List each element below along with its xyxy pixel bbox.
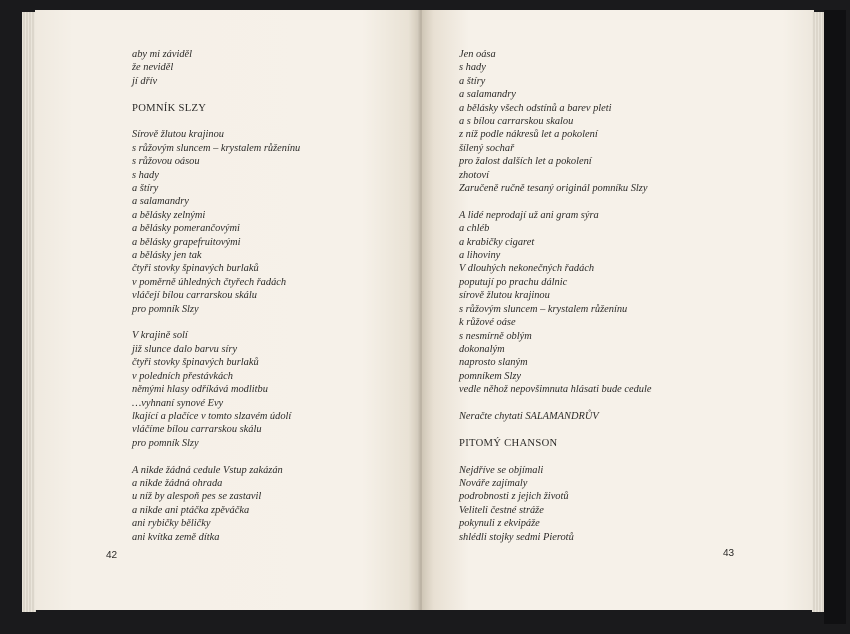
poem-line: čtyři stovky špinavých burlaků [132, 357, 259, 369]
poem-line: pomníkem Slzy [459, 370, 522, 382]
poem-line: V dlouhých nekonečných řadách [459, 263, 595, 275]
poem-line: Neračte chytati SALAMANDRŮV [459, 410, 599, 422]
poem-line: a štíry [132, 183, 159, 195]
poem-line: ani rybičky běličky [132, 518, 211, 530]
poem-line: a s bílou carrarskou skalou [459, 116, 574, 128]
poem-line: s hady [459, 62, 486, 74]
right-page-number: 43 [723, 548, 735, 559]
poem-line: pro pomník Slzy [132, 303, 199, 315]
poem-line: a nikde žádná ohrada [132, 477, 223, 489]
poem-line: sírově žlutou krajinou [459, 290, 550, 302]
poem-title: PITOMÝ CHANSON [459, 437, 558, 449]
poem-line: čtyři stovky špinavých burlaků [132, 263, 259, 275]
poem-line: dokonalým [459, 343, 505, 355]
stanza-gap [459, 450, 651, 463]
poem-title: POMNÍK SLZY [132, 102, 207, 114]
poem-line: a bělásky pomerančovými [132, 223, 240, 235]
poem-line: a bělásky zelnými [132, 209, 206, 221]
poem-line: vláčejí bílou carrarskou skálu [132, 290, 257, 302]
poem-line: a bělásky všech odstínů a barev pleti [459, 102, 612, 114]
right-page-text [459, 48, 651, 544]
poem-line: jí dřív [132, 75, 158, 87]
poem-line: Sírově žlutou krajinou [132, 129, 224, 141]
poem-line: pokynuli z ekvipáže [459, 518, 540, 530]
poem-line: z níž podle nákresů let a pokolení [459, 129, 598, 141]
stanza-gap [132, 88, 300, 101]
stanza-gap [459, 195, 651, 208]
stanza-gap [132, 115, 300, 128]
poem-line: aby mi záviděl [132, 49, 193, 60]
poem-line: vedle něhož nepovšimnuta hlásati bude cedule [459, 384, 652, 396]
stanza-gap [459, 423, 651, 436]
poem-line: vláčíme bílou carrarskou skálu [132, 424, 262, 436]
poem-line: a bělásky grapefruitovými [132, 236, 241, 248]
poem-line: podrobnosti z jejich životů [459, 491, 569, 503]
poem-line: a salamandry [132, 196, 189, 208]
poem-line: shlédli stojky sedmi Pierotů [459, 531, 574, 543]
poem-line: A nikde žádná cedule Vstup zakázán [132, 464, 283, 476]
stanza-gap [132, 450, 300, 463]
poem-line: A lidé neprodají už ani gram sýra [459, 209, 599, 221]
poem-line: a lihoviny [459, 250, 501, 262]
poem-line: a chléb [459, 223, 490, 235]
poem-line: zhotoví [459, 169, 490, 181]
poem-line: že neviděl [132, 62, 174, 74]
poem-line: k růžové oáse [459, 317, 516, 329]
poem-line: Nejdříve se objímali [459, 464, 544, 476]
poem-line: Veliteli čestné stráže [459, 504, 544, 516]
poem-line: poputují po prachu dálnic [459, 276, 568, 288]
poem-line: a nikde ani ptáčka zpěváčka [132, 504, 250, 516]
poem-line: němými hlasy odříkává modlitbu [132, 384, 268, 396]
poem-line: ani kvítka země dítka [132, 531, 220, 543]
poem-line: s nesmírně oblým [459, 330, 532, 342]
poem-line: šílený sochař [459, 142, 515, 154]
book-cover-edge [824, 10, 846, 624]
poem-line: s růžovým sluncem – krystalem růženínu [459, 303, 628, 315]
poem-line: pro žalost dalších let a pokolení [459, 156, 592, 168]
poem-line: …vyhnaní synové Evy [132, 397, 224, 409]
open-book [10, 10, 842, 628]
poem-line: lkající a plačíce v tomto slzavém údolí [132, 410, 292, 422]
poem-line: a krabičky cigaret [459, 236, 535, 248]
poem-line: s růžovým sluncem – krystalem růženínu [132, 142, 301, 154]
stanza-gap [132, 316, 300, 329]
left-page-number: 42 [106, 550, 118, 561]
poem-line: u níž by alespoň pes se zastavil [132, 491, 262, 503]
poem-line: pro pomník Slzy [132, 437, 199, 449]
poem-line: Zaručeně ručně tesaný originál pomníku Slzy [459, 183, 648, 195]
poem-line: Nováře zajímaly [459, 477, 528, 489]
poem-line: naprosto slaným [459, 357, 528, 369]
stanza-gap [459, 397, 651, 410]
poem-line: a salamandry [459, 89, 516, 101]
left-page-text [132, 48, 300, 544]
poem-line: Jen oása [459, 49, 496, 60]
poem-line: již slunce dalo barvu síry [132, 343, 238, 355]
poem-line: V krajině solí [132, 330, 188, 342]
poem-line: s růžovou oásou [132, 156, 200, 168]
poem-line: a bělásky jen tak [132, 250, 202, 262]
poem-line: s hady [132, 169, 159, 181]
poem-line: v poměrně úhledných čtyřech řadách [132, 276, 287, 288]
poem-line: a štíry [459, 75, 486, 87]
page-edges-left [22, 12, 36, 612]
poem-line: v poledních přestávkách [132, 370, 233, 382]
